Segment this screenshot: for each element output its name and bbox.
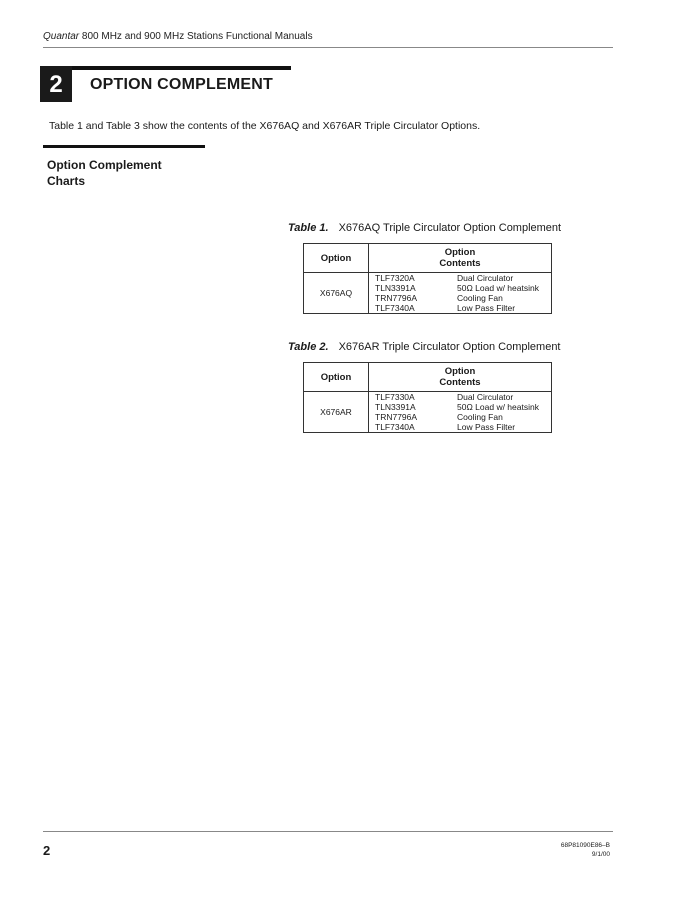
header-rule <box>43 47 613 48</box>
table-row <box>369 273 551 283</box>
part-description: Low Pass Filter <box>457 422 516 432</box>
chapter-bar <box>72 66 291 70</box>
footer-doc-info <box>561 841 610 859</box>
column-header-contents-line1: Option <box>444 247 476 258</box>
table-row <box>369 402 551 412</box>
part-description: 50Ω Load w/ heatsink <box>457 283 539 293</box>
page-number: 2 <box>43 843 51 858</box>
doc-date: 9/1/00 <box>591 851 610 858</box>
option-cell: X676AR <box>304 392 369 433</box>
section-bar <box>43 145 205 148</box>
table-row <box>369 422 551 432</box>
part-description: Dual Circulator <box>457 392 514 402</box>
table-caption-text: X676AR Triple Circulator Option Complement <box>338 341 561 353</box>
part-number: TRN7796A <box>375 293 418 303</box>
doc-number: 68P81090E86–B <box>560 842 610 849</box>
table-row <box>369 392 551 402</box>
column-header-contents-line1: Option <box>444 366 476 377</box>
table-row <box>369 303 551 313</box>
chapter-number: 2 <box>40 66 72 102</box>
part-number: TLF7320A <box>375 273 415 283</box>
header-brand: Quantar <box>43 31 80 42</box>
option-table <box>303 362 552 433</box>
column-header-contents-line2: Contents <box>439 258 481 269</box>
table-row <box>369 293 551 303</box>
column-header-contents-line2: Contents <box>439 377 481 388</box>
intro-text: Table 1 and Table 3 show the contents of the X676AQ and X676AR Triple Circulator Options. <box>49 120 481 132</box>
table-caption-label: Table 2. <box>288 341 329 353</box>
contents-cell <box>369 392 552 433</box>
part-number: TLF7340A <box>375 303 415 313</box>
table-row <box>369 283 551 293</box>
section-heading <box>47 157 162 189</box>
table-caption <box>288 341 561 353</box>
part-number: TLN3391A <box>375 402 416 412</box>
part-description: Dual Circulator <box>457 273 514 283</box>
part-number: TRN7796A <box>375 412 418 422</box>
footer-rule <box>43 831 613 832</box>
column-header-option: Option <box>304 244 369 273</box>
table-row <box>369 412 551 422</box>
table-caption-text: X676AQ Triple Circulator Option Complement <box>338 222 562 234</box>
column-header-option: Option <box>304 363 369 392</box>
part-description: Low Pass Filter <box>457 303 516 313</box>
section-heading-line1: Option Complement <box>47 158 162 172</box>
part-description: 50Ω Load w/ heatsink <box>457 402 539 412</box>
part-description: Cooling Fan <box>457 412 503 422</box>
part-number: TLF7330A <box>375 392 415 402</box>
header-title: 800 MHz and 900 MHz Stations Functional Manuals <box>79 31 313 42</box>
part-number: TLN3391A <box>375 283 416 293</box>
section-heading-line2: Charts <box>47 174 86 188</box>
column-header-contents <box>369 363 552 392</box>
part-description: Cooling Fan <box>457 293 503 303</box>
table-caption-label: Table 1. <box>288 222 329 234</box>
part-number: TLF7340A <box>375 422 415 432</box>
option-table <box>303 243 552 314</box>
contents-cell <box>369 273 552 314</box>
chapter-title: OPTION COMPLEMENT <box>90 76 273 93</box>
running-header <box>43 31 313 42</box>
option-cell: X676AQ <box>304 273 369 314</box>
column-header-contents <box>369 244 552 273</box>
table-caption <box>288 222 561 234</box>
